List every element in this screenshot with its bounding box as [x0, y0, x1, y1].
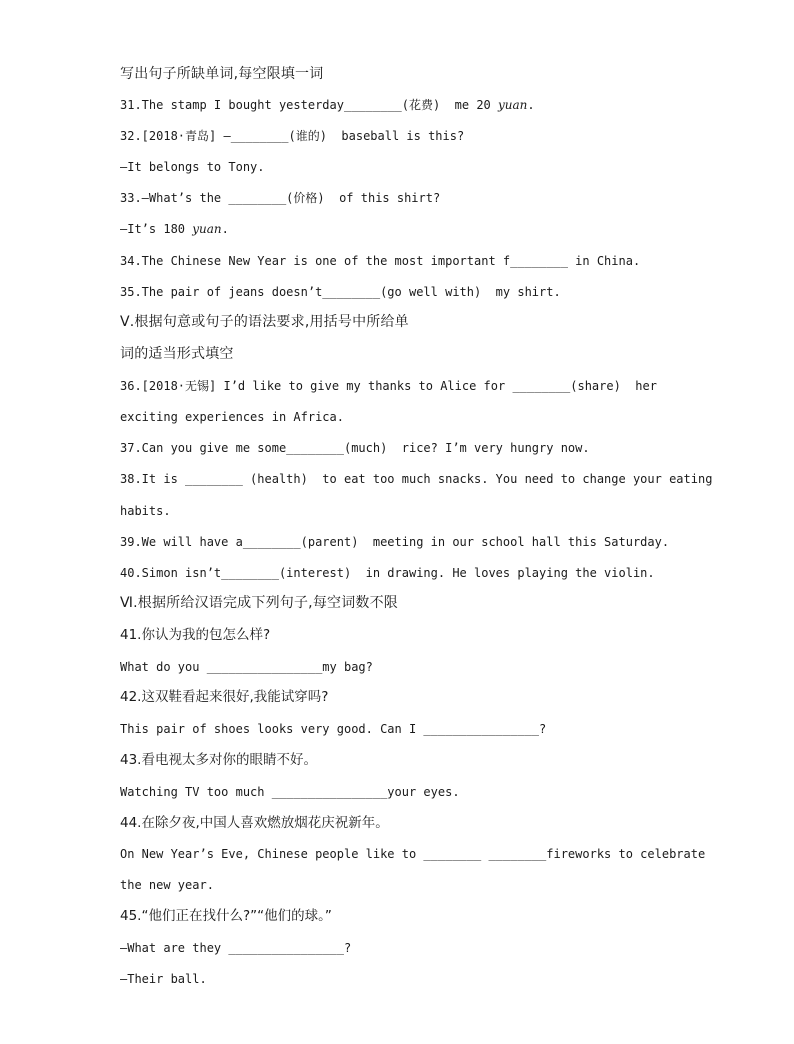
section-heading-word-forms-line1: Ⅴ.根据句意或句子的语法要求,用括号中所给单 [120, 314, 409, 330]
question-45-answer: —Their ball. [120, 972, 207, 986]
question-44-chinese: 44.在除夕夜,中国人喜欢燃放烟花庆祝新年。 [120, 815, 389, 831]
question-33-answer: —It’s 180 yuan. [120, 222, 229, 236]
question-36-line1: 36.[2018·无锡] I’d like to give my thanks to Alice for ________(share) her [120, 379, 657, 393]
question-42-english: This pair of shoes looks very good. Can I ________________? [120, 722, 547, 736]
section-heading-fill-blank: 写出句子所缺单词,每空限填一词 [120, 66, 324, 82]
question-32-answer: —It belongs to Tony. [120, 160, 265, 174]
question-43-english: Watching TV too much ________________your eyes. [120, 785, 460, 799]
question-44-english-line2: the new year. [120, 878, 214, 892]
question-43-chinese: 43.看电视太多对你的眼睛不好。 [120, 752, 317, 768]
question-33: 33.—What’s the ________(价格) of this shirt? [120, 191, 441, 205]
question-42-chinese: 42.这双鞋看起来很好,我能试穿吗? [120, 689, 329, 705]
question-38-line1: 38.It is ________ (health) to eat too much snacks. You need to change your eating [120, 472, 713, 486]
question-41-english: What do you ________________my bag? [120, 660, 373, 674]
question-40: 40.Simon isn’t________(interest) in drawing. He loves playing the violin. [120, 566, 655, 580]
question-36-line2: exciting experiences in Africa. [120, 410, 344, 424]
question-34: 34.The Chinese New Year is one of the most important f________ in China. [120, 254, 641, 268]
question-45-english: —What are they ________________? [120, 941, 352, 955]
section-heading-translate: Ⅵ.根据所给汉语完成下列句子,每空词数不限 [120, 595, 399, 611]
question-35: 35.The pair of jeans doesn’t________(go well with) my shirt. [120, 285, 561, 299]
question-31: 31.The stamp I bought yesterday________(花费) me 20 yuan. [120, 98, 535, 112]
question-32: 32.[2018·青岛] —________(谁的) baseball is this? [120, 129, 465, 143]
question-45-chinese: 45.“他们正在找什么?”“他们的球。” [120, 908, 332, 924]
question-37: 37.Can you give me some________(much) rice? I’m very hungry now. [120, 441, 590, 455]
section-heading-word-forms-line2: 词的适当形式填空 [120, 346, 234, 362]
question-44-english-line1: On New Year’s Eve, Chinese people like to ________ ________fireworks to celebrate [120, 847, 706, 861]
question-41-chinese: 41.你认为我的包怎么样? [120, 627, 271, 643]
question-38-line2: habits. [120, 504, 171, 518]
question-39: 39.We will have a________(parent) meeting in our school hall this Saturday. [120, 535, 670, 549]
